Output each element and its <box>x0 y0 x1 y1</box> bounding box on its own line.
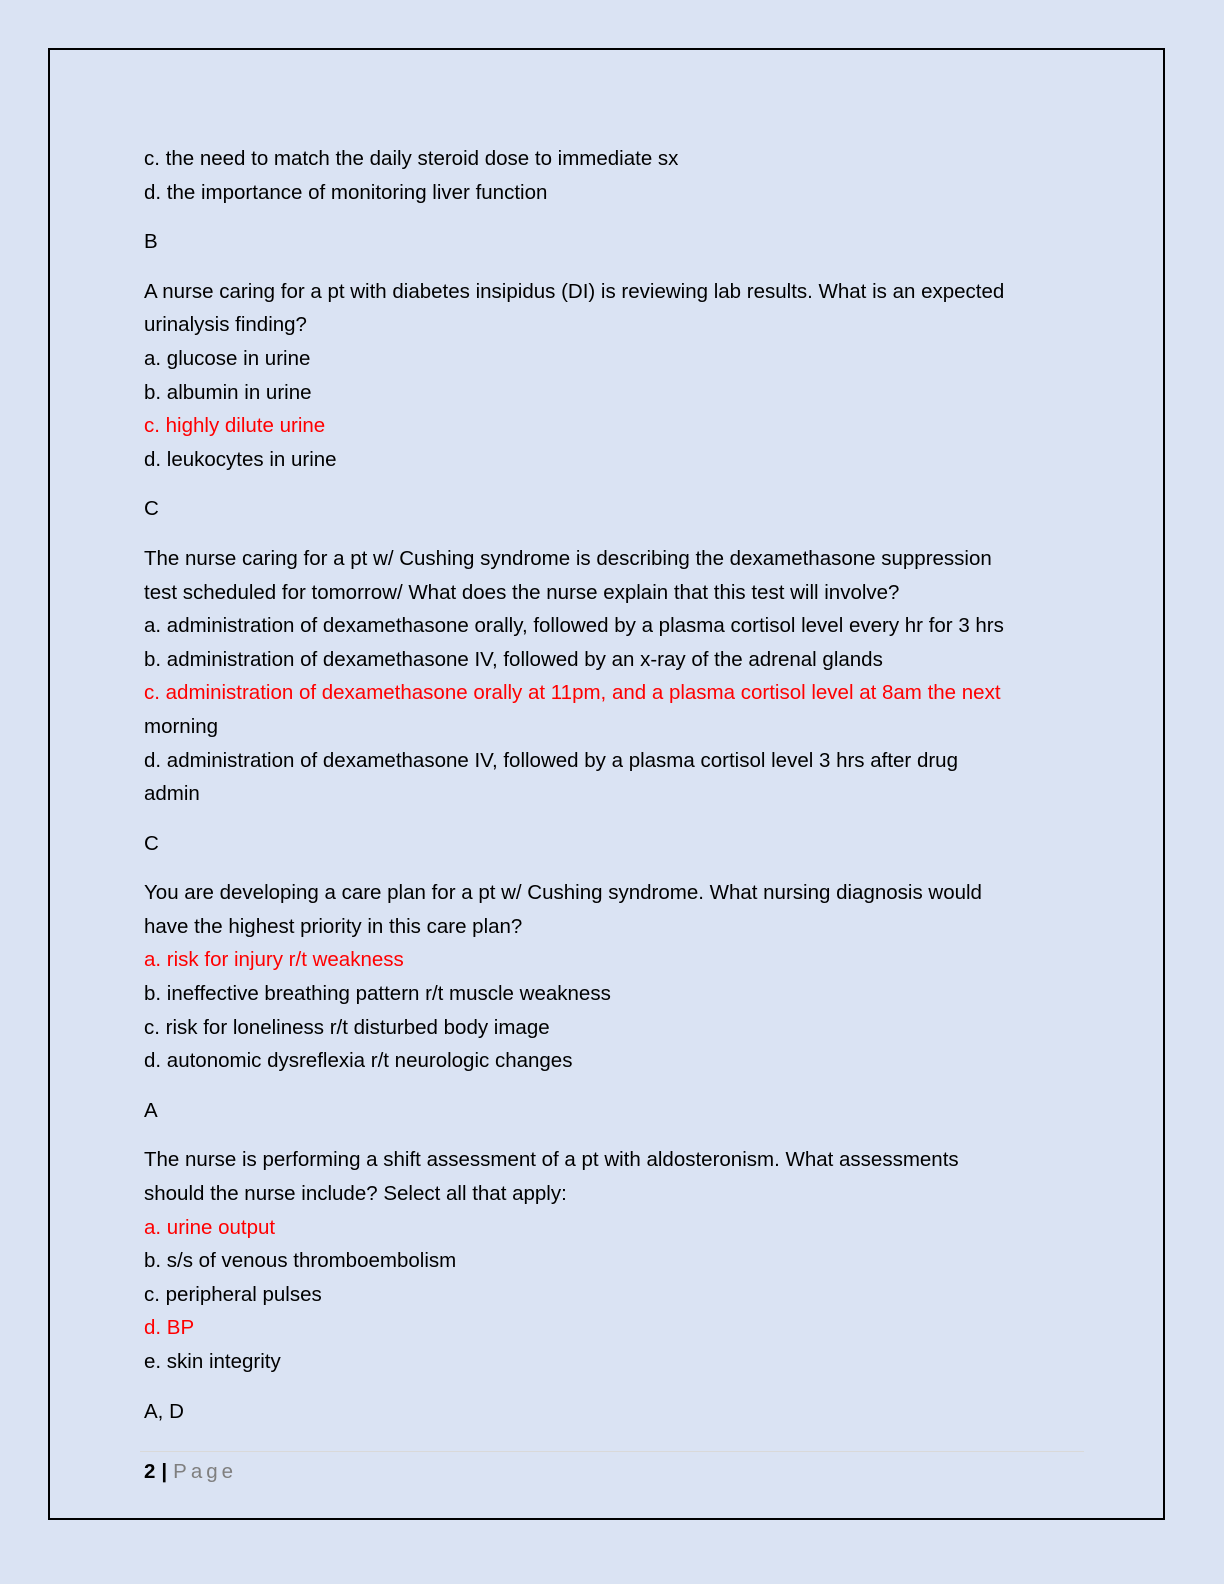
correct-option-line: a. risk for injury r/t weakness <box>144 948 404 972</box>
page-number: 2 <box>144 1460 156 1483</box>
question-stem: The nurse is performing a shift assessment of a pt with aldosteronism. What assessments <box>144 1148 959 1172</box>
question-stem: have the highest priority in this care plan? <box>144 914 523 938</box>
correct-option-line: d. BP <box>144 1316 195 1340</box>
option-line: c. risk for loneliness r/t disturbed body image <box>144 1015 550 1039</box>
option-line: morning <box>144 714 219 738</box>
option-line: b. albumin in urine <box>144 380 312 404</box>
option-line: d. administration of dexamethasone IV, followed by a plasma cortisol level 3 hrs after drug <box>144 748 958 772</box>
option-line: e. skin integrity <box>144 1350 281 1373</box>
question-stem: The nurse caring for a pt w/ Cushing syndrome is describing the dexamethasone suppression <box>144 546 992 570</box>
correct-option-line: a. urine output <box>144 1215 276 1239</box>
correct-option-line: c. administration of dexamethasone orally at 11pm, and a plasma cortisol level at 8am the next <box>144 681 1001 705</box>
option-line: c. peripheral pulses <box>144 1282 322 1306</box>
question-block <box>144 1143 1069 1378</box>
question-stem: test scheduled for tomorrow/ What does the nurse explain that this test will involve? <box>144 580 900 604</box>
option-line: d. the importance of monitoring liver function <box>144 180 548 204</box>
page-footer <box>144 1457 237 1487</box>
option-line: a. administration of dexamethasone orally, followed by a plasma cortisol level every hr for 3 hrs <box>144 614 1004 638</box>
page-label: Page <box>173 1460 238 1483</box>
document-body <box>144 142 1069 1444</box>
correct-option-line: c. highly dilute urine <box>144 414 326 438</box>
question-block <box>144 542 1069 811</box>
option-line: d. leukocytes in urine <box>144 447 337 471</box>
option-line: b. administration of dexamethasone IV, followed by an x-ray of the adrenal glands <box>144 647 883 671</box>
answer-key: B <box>144 230 158 254</box>
question-stem: A nurse caring for a pt with diabetes insipidus (DI) is reviewing lab results. What is an expected <box>144 279 1005 303</box>
question-continuation <box>144 142 1069 209</box>
answer-key: C <box>144 831 159 855</box>
option-line: a. glucose in urine <box>144 346 311 370</box>
question-stem: urinalysis finding? <box>144 313 307 337</box>
option-line: b. s/s of venous thromboembolism <box>144 1249 457 1273</box>
footer-divider <box>140 1451 1084 1452</box>
question-block <box>144 275 1069 477</box>
option-line: b. ineffective breathing pattern r/t muscle weakness <box>144 982 611 1006</box>
question-stem: should the nurse include? Select all that apply: <box>144 1182 567 1206</box>
option-line: admin <box>144 782 200 806</box>
answer-key: A <box>144 1098 158 1122</box>
answer-key: A, D <box>144 1399 184 1423</box>
option-line: c. the need to match the daily steroid dose to immediate sx <box>144 147 679 170</box>
footer-separator: | <box>161 1460 168 1483</box>
question-stem: You are developing a care plan for a pt w/ Cushing syndrome. What nursing diagnosis would <box>144 881 982 905</box>
answer-key: C <box>144 497 159 521</box>
question-block <box>144 876 1069 1078</box>
option-line: d. autonomic dysreflexia r/t neurologic changes <box>144 1049 573 1073</box>
